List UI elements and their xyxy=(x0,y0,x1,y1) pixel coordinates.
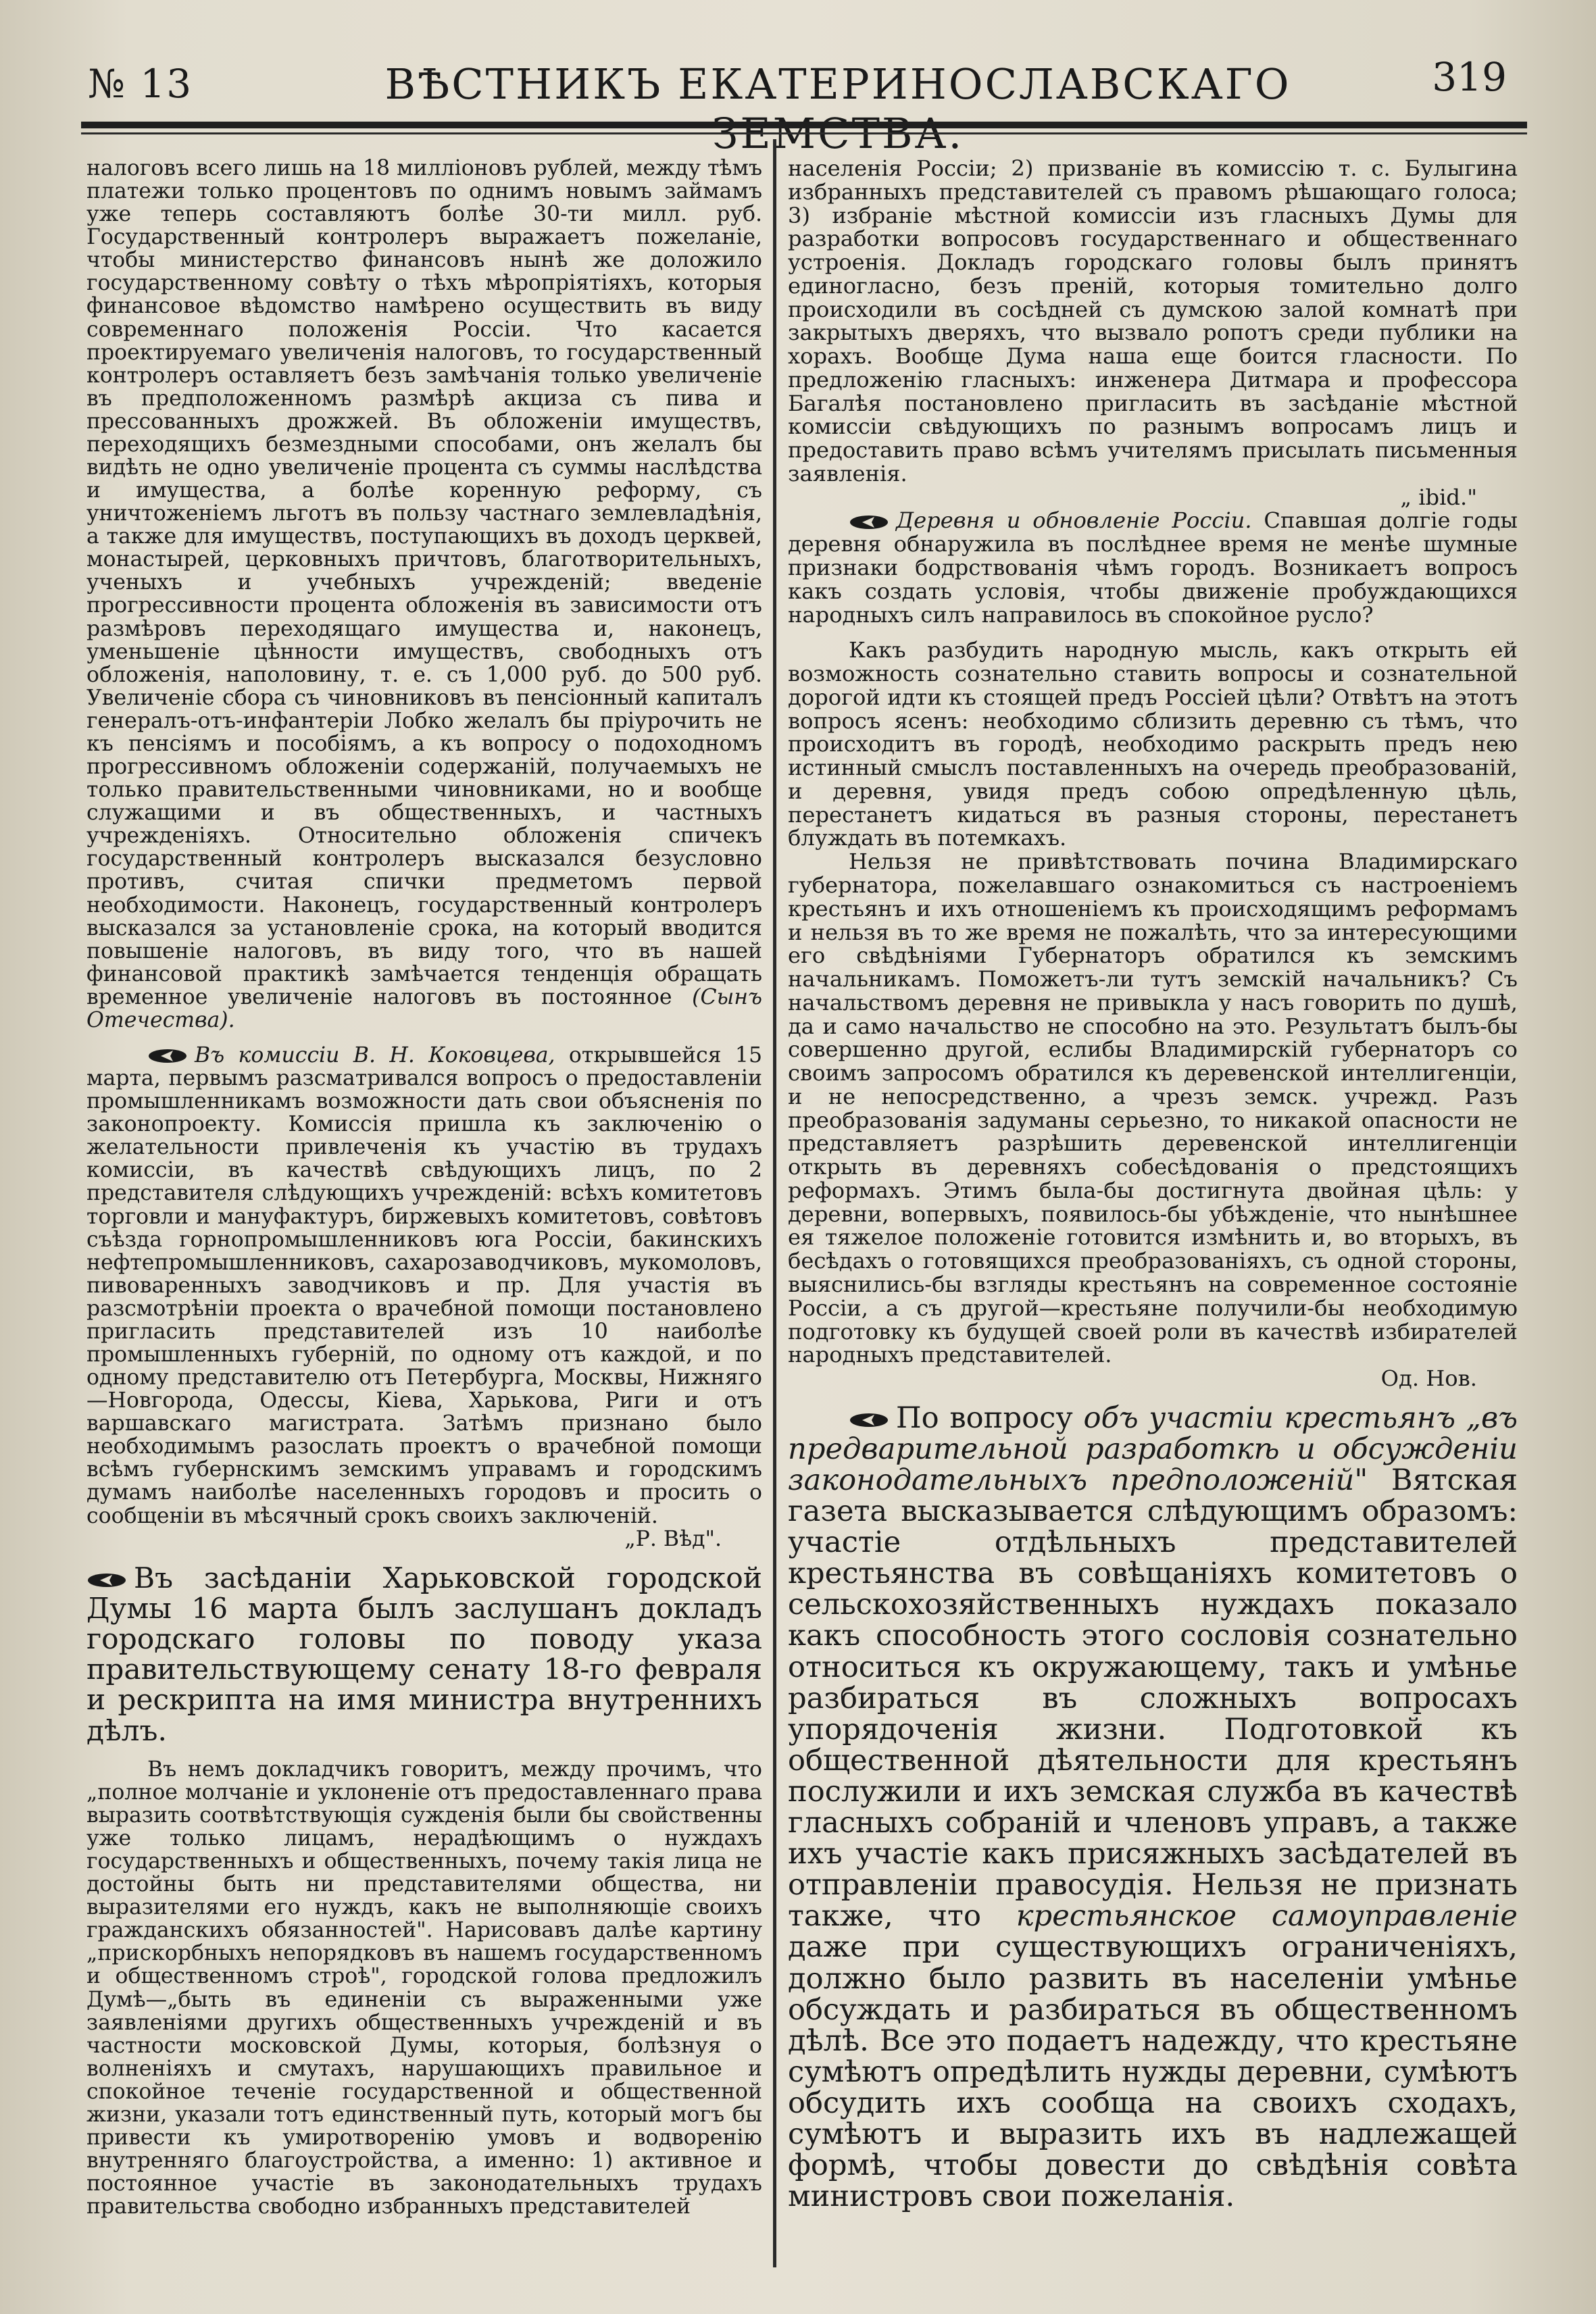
article-peasants-body: Вятская газета высказывается слѣдующимъ образомъ: участіе отдѣльныхъ представителей крестьянства въ совѣщаніяхъ комитетовъ о сельскохозяйственныхъ нуждахъ показало какъ способность этого сословія сознательно относиться къ окружающему, такъ и умѣнье разбираться въ сложныхъ вопросахъ упорядоченія жизни. Подготовкой къ общественной дѣятельности для крестьянъ послужили и ихъ земская служба въ качествѣ гласныхъ собраній и членовъ управъ, а также ихъ участіе какъ присяжныхъ засѣдателей въ отправленіи правосудія. Нельзя не признать также, что xyxy=(788,1463,1518,1934)
article-village-body: Спавшая долгіе годы деревня обнаружила въ послѣднее время не менѣе шумные признаки бодрствованія чѣмъ городъ. Возникаетъ вопросъ какъ создать условія, чтобы движеніе пробуждающихся народныхъ силъ направилось въ спокойное русло? xyxy=(788,507,1518,628)
article-kharkov-lead: Въ засѣданіи Харьковской городской Думы 16 марта былъ заслушанъ докладъ городскаго головы по поводу указа правительствующему сенату 18-го февраля и рескрипта на имя министра внутреннихъ дѣлъ. xyxy=(86,1561,762,1747)
article-peasants-tail: даже при существующихъ ограниченіяхъ, должно было развить въ населеніи умѣнье обсуждать и разбираться въ общественномъ дѣлѣ. Все это подаетъ надежду, что крестьяне сумѣютъ опредѣлить нужды деревни, сумѣютъ обсудить ихъ сообща на своихъ сходахъ, сумѣютъ и выразить ихъ въ надлежащей формѣ, чтобы довести до свѣдѣнія совѣта министровъ свои пожеланія. xyxy=(788,1930,1518,2214)
section-bullet-icon xyxy=(147,1047,188,1065)
article-kokovtsev-lead: Въ комиссіи В. Н. Коковцева, xyxy=(195,1042,555,1067)
article-village-source: Од. Нов. xyxy=(1380,1365,1477,1392)
right-column xyxy=(788,157,1518,2212)
article-kharkov-continued xyxy=(788,157,1518,486)
column-divider xyxy=(773,139,776,2267)
article-kharkov-heading xyxy=(86,1563,762,1746)
section-bullet-icon xyxy=(86,1571,127,1589)
article-peasants-topic: объ участіи крестьянъ „въ предварительной разработкѣ и обсужденіи законодательныхъ предположеній" xyxy=(788,1401,1518,1497)
article-kharkov-body: Въ немъ докладчикъ говоритъ, между прочимъ, что „полное молчаніе и уклоненіе отъ предоставленнаго права выразить соотвѣтствующія сужденія были бы свойственны уже только лицамъ, нерадѣющимъ о нуждахъ государственныхъ и общественныхъ, почему такія лица не достойны быть ни представителями общества, ни выразителями его нуждъ, какъ не выполняющіе своихъ гражданскихъ обязанностей". Нарисовавъ далѣе картину „прискорбныхъ непорядковъ въ нашемъ государственномъ и общественномъ строѣ", городской голова предложилъ Думѣ—„быть въ единеніи съ выраженными уже заявленіями другихъ общественныхъ учрежденій и въ частности московской Думы, которыя, болѣзнуя о волненіяхъ и смутахъ, нарушающихъ правильное и спокойное теченіе государственной и общественной жизни, указали тотъ единственный путь, который могъ бы привести къ умиротворенію умовъ и водворенію внутренняго благоустройства, а именно: 1) активное и постоянное участіе въ законодательныхъ трудахъ правительства свободно избранныхъ представителей xyxy=(86,1757,762,2219)
issue-number: № 13 xyxy=(88,61,193,107)
left-column xyxy=(86,157,762,2218)
article-kokovtsev-source: „Р. Вѣд". xyxy=(624,1526,722,1551)
section-bullet-icon xyxy=(849,513,889,531)
header-rule-thin xyxy=(81,132,1527,134)
article-peasants-lead: По вопросу xyxy=(896,1401,1073,1435)
article-kharkov-cont-body: населенія Россіи; 2) призваніе въ комиссію т. с. Булыгина избранныхъ представителей съ правомъ рѣшающаго голоса; 3) избраніе мѣстной комиссіи изъ гласныхъ Думы для разработки вопросовъ государственнаго и общественнаго устроенія. Докладъ городскаго головы былъ принятъ единогласно, безъ преній, которыя томительно долго происходили въ сосѣдней съ думскою залой комнатѣ при закрытыхъ дверяхъ, что вызвало ропотъ среди публики на хорахъ. Вообще Дума наша еще боится гласности. По предложенію гласныхъ: инженера Дитмара и профессора Багалѣя постановлено пригласить въ засѣданіе мѣстной комиссіи свѣдующихъ по разнымъ вопросамъ лицъ и предоставить право всѣмъ учителямъ присылать письменныя заявленія. xyxy=(788,155,1518,486)
article-kharkov-source: „ ibid." xyxy=(1400,484,1477,510)
article-village-para2: Какъ разбудить народную мысль, какъ открыть ей возможность сознательно ставить вопросы и сознательной дорогой идти къ стоящей предъ Россіей цѣли? Отвѣтъ на этотъ вопросъ ясенъ: необходимо сблизить деревню съ тѣмъ, что происходитъ въ городѣ, необходимо раскрыть предъ нею истинный смыслъ поставленныхъ на очередь преобразованій, и деревня, увидя предъ собою опредѣленную цѣль, перестанетъ кидаться въ разныя стороны, перестанетъ блуждать въ потемкахъ. xyxy=(788,637,1518,851)
article-tax-text xyxy=(86,157,762,1032)
article-village-lead: Деревня и обновленіе Россіи. xyxy=(896,507,1252,534)
article-village xyxy=(788,509,1518,626)
journal-title: ВѢСТНИКЪ ЕКАТЕРИНОСЛАВСКАГО xyxy=(384,59,1291,109)
article-peasants xyxy=(788,1403,1518,2212)
article-tax-body: налоговъ всего лишь на 18 милліоновъ рублей, между тѣмъ платежи только процентовъ по однимъ новымъ займамъ уже теперь составляютъ болѣе 30-ти милл. руб. Государственный контролеръ выражаетъ пожеланіе, чтобы министерство финансовъ нынѣ же доложило государственному совѣту о тѣхъ мѣропріятіяхъ, которыя финансовое вѣдомство намѣрено осуществить въ виду современнаго положенія Россіи. Что касается проектируемаго увеличенія налоговъ, то государственный контролеръ оставляетъ безъ замѣчанія только увеличеніе въ предположенномъ размѣрѣ акциза съ пива и прессованныхъ дрожжей. Въ обложеніи имуществъ, переходящихъ безмездными способами, онъ желалъ бы видѣть не одно увеличеніе процента съ суммы наслѣдства и имущества, а болѣе коренную реформу, съ уничтоженіемъ льготъ въ пользу частнаго землевладѣнія, а также для имуществъ, поступающихъ въ доходъ церквей, монастырей, церковныхъ причтовъ, благотворительныхъ, ученыхъ и учебныхъ учрежденій; введеніе прогрессивности процента обложенія въ зависимости отъ размѣровъ переходящаго имущества и, наконецъ, уменьшеніе цѣнности имуществъ, свободныхъ отъ обложенія, наполовину, т. е. съ 1,000 руб. до 500 руб. Увеличеніе сбора съ чиновниковъ въ пенсіонный капиталъ генералъ-отъ-инфантеріи Лобко желалъ бы пріурочить не къ пенсіямъ и пособіямъ, а къ вопросу о подоходномъ прогрессивномъ обложеніи содержаній, получаемыхъ не только правительственными чиновниками, но и вообще служащими и въ общественныхъ, и частныхъ учрежденіяхъ. Относительно обложенія спичекъ государственный контролеръ высказался безусловно противъ, считая спички предметомъ первой необходимости. Наконецъ, государственный контролеръ высказался за установленіе срока, на который вводится повышеніе налоговъ, въ виду того, что въ нашей финансовой практикѣ замѣчается тенденція обращать временное увеличеніе налоговъ въ постоянное xyxy=(86,156,763,1009)
page-header xyxy=(81,47,1527,115)
article-tax-source: (Сынъ Отечества). xyxy=(86,984,762,1032)
section-bullet-icon xyxy=(849,1411,889,1429)
article-kokovtsev xyxy=(86,1044,762,1528)
article-village-para3: Нельзя не привѣтствовать почина Владимирскаго губернатора, пожелавшаго ознакомиться съ настроеніемъ крестьянъ и ихъ отношеніемъ къ происходящимъ реформамъ и нельзя въ то же время не пожалѣть, что за интересующими его свѣдѣніями Губернаторъ обратился къ земскимъ начальникамъ. Поможетъ-ли тутъ земскій начальникъ? Съ начальствомъ деревня не привыкла у насъ говорить по душѣ, да и само начальство не способно на это. Результатъ былъ-бы совершенно другой, еслибы Владимирскій губернаторъ со своимъ запросомъ обратился къ деревенской интеллигенціи, и не непосредственно, а чрезъ земск. учрежд. Разъ преобразованія задуманы серьезно, то никакой опасности не представляетъ разрѣшить деревенской интеллигенціи открыть въ деревняхъ собесѣдованія о предстоящихъ реформахъ. Этимъ была-бы достигнута двойная цѣль: у деревни, вопервыхъ, появилось-бы убѣжденіе, что нынѣшнее ея тяжелое положеніе готовится измѣнить и, во вторыхъ, въ бесѣдахъ о готовящихся преобразованіяхъ, съ одной стороны, выяснились-бы взгляды крестьянъ на современное состояніе Россіи, а съ другой—крестьяне получили-бы необходимую подготовку къ будущей своей роли въ качествѣ избирателей народныхъ представителей. xyxy=(788,849,1518,1368)
article-peasants-emphasis: крестьянское самоуправленіе xyxy=(1016,1899,1518,1934)
header-rule xyxy=(81,122,1527,128)
article-kokovtsev-body: открывшейся 15 марта, первымъ разсматривался вопросъ о предоставленіи промышленникамъ возможности дать свои объясненія по законопроекту. Комиссія пришла къ заключенію о желательности привлеченія къ участію въ трудахъ комиссіи, въ качествѣ свѣдующихъ лицъ, по 2 представителя слѣдующихъ учрежденій: всѣхъ комитетовъ торговли и мануфактуръ, биржевыхъ комитетовъ, совѣтовъ съѣзда горнопромышленниковъ юга Россіи, бакинскихъ нефтепромышленниковъ, сахарозаводчиковъ, мукомоловъ, пивоваренныхъ заводчиковъ и пр. Для участія въ разсмотрѣніи проекта о врачебной помощи постановлено пригласить представителей изъ 10 наиболѣе промышленныхъ губерній, по одному отъ каждой, и по одному представителю отъ Петербурга, Москвы, Нижняго—Новгорода, Одессы, Кіева, Харькова, Риги и отъ варшавскаго магистрата. Затѣмъ признано было необходимымъ разослать проектъ о врачебной помощи всѣмъ губернскимъ земскимъ управамъ и городскимъ думамъ наиболѣе населенныхъ городовъ и просить о сообщеніи въ мѣсячный срокъ своихъ заключеній. xyxy=(86,1042,762,1528)
page-number: 319 xyxy=(1432,54,1507,100)
